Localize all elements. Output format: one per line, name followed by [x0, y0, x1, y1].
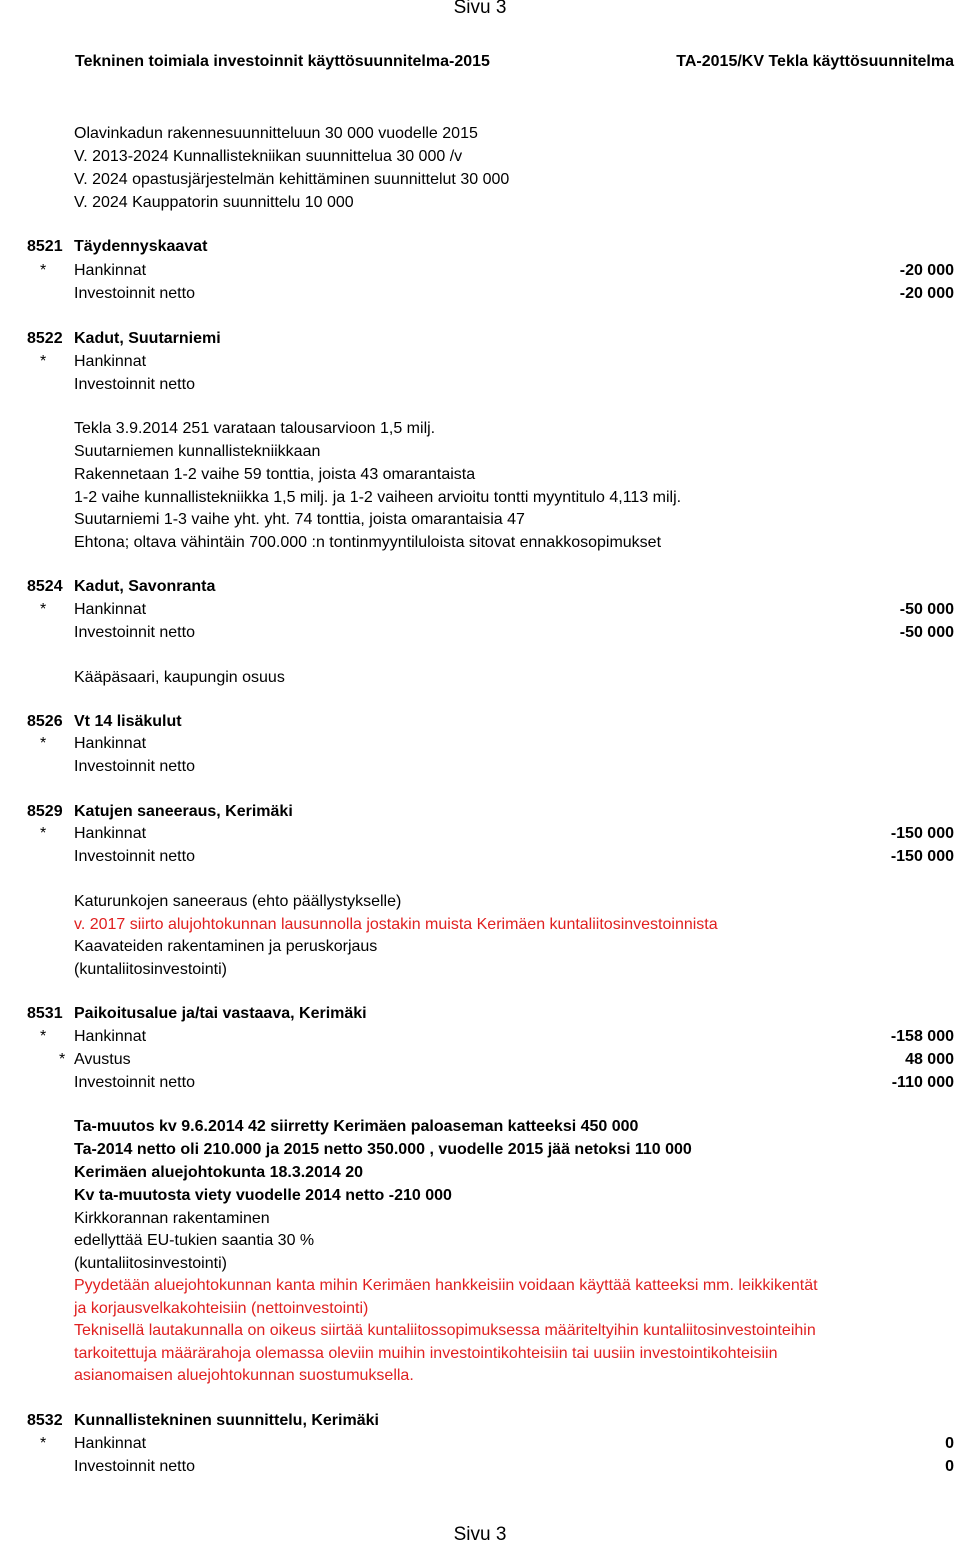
- note-line-highlight: Teknisellä lautakunnalla on oikeus siirtää kuntaliitossopimuksessa määriteltyihin kuntaliitosinvestointeihin: [74, 1322, 816, 1339]
- hankinnat-amount-8529: -150 000: [890, 825, 954, 842]
- netto-amount-8529: -150 000: [890, 848, 954, 865]
- hankinnat-label: Hankinnat: [74, 601, 147, 618]
- note-line-bold: Kv ta-muutosta viety vuodelle 2014 netto -210 000: [74, 1187, 452, 1204]
- note-line: Suutarniemen kunnallistekniikkaan: [74, 443, 321, 460]
- hankinnat-label: Hankinnat: [74, 735, 147, 752]
- row-marker: *: [40, 735, 47, 752]
- note-line-highlight: asianomaisen aluejohtokunnan suostumuksella.: [74, 1367, 414, 1384]
- section-title-8526: Vt 14 lisäkulut: [74, 713, 182, 730]
- netto-label: Investoinnit netto: [74, 848, 195, 865]
- netto-label: Investoinnit netto: [74, 1074, 195, 1091]
- note-line: Katurunkojen saneeraus (ehto päällystykselle): [74, 893, 402, 910]
- section-title-8532: Kunnallistekninen suunnittelu, Kerimäki: [74, 1412, 379, 1429]
- netto-amount-8524: -50 000: [899, 624, 954, 641]
- section-code-8521: 8521: [27, 238, 63, 255]
- note-line: Rakennetaan 1-2 vaihe 59 tonttia, joista 43 omarantaista: [74, 466, 476, 483]
- note-line-highlight: ja korjausvelkakohteisiin (nettoinvestointi): [74, 1300, 369, 1317]
- intro-line: V. 2024 Kauppatorin suunnittelu 10 000: [74, 194, 354, 211]
- page-number-bottom: Sivu 3: [453, 1524, 507, 1545]
- section-code-8524: 8524: [27, 578, 63, 595]
- netto-label: Investoinnit netto: [74, 285, 195, 302]
- hankinnat-label: Hankinnat: [74, 825, 147, 842]
- row-marker: *: [40, 262, 47, 279]
- hankinnat-label: Hankinnat: [74, 1028, 147, 1045]
- section-title-8521: Täydennyskaavat: [74, 238, 208, 255]
- note-line: Kirkkorannan rakentaminen: [74, 1210, 270, 1227]
- intro-line: V. 2013-2024 Kunnallistekniikan suunnittelua 30 000 /v: [74, 148, 463, 165]
- page-number-top: Sivu 3: [453, 0, 507, 18]
- avustus-amount-8531: 48 000: [905, 1051, 954, 1068]
- section-title-8531: Paikoitusalue ja/tai vastaava, Kerimäki: [74, 1005, 367, 1022]
- note-line: 1-2 vaihe kunnallistekniikka 1,5 milj. ja 1-2 vaiheen arvioitu tontti myyntitulo 4,113 milj.: [74, 489, 682, 506]
- section-code-8532: 8532: [27, 1412, 63, 1429]
- netto-label: Investoinnit netto: [74, 624, 195, 641]
- hankinnat-amount-8531: -158 000: [890, 1028, 954, 1045]
- section-code-8526: 8526: [27, 713, 63, 730]
- netto-label: Investoinnit netto: [74, 1458, 195, 1475]
- note-line: (kuntaliitosinvestointi): [74, 1255, 227, 1272]
- section-code-8531: 8531: [27, 1005, 63, 1022]
- note-line-highlight: tarkoitettuja määrärahoja olemassa oleviin muihin investointikohteisiin tai uusiin investointikohteisiin: [74, 1345, 778, 1362]
- note-line: Kaavateiden rakentaminen ja peruskorjaus: [74, 938, 378, 955]
- note-line: Suutarniemi 1-3 vaihe yht. yht. 74 tonttia, joista omarantaisia 47: [74, 511, 525, 528]
- section-title-8524: Kadut, Savonranta: [74, 578, 216, 595]
- note-line: Kääpäsaari, kaupungin osuus: [74, 669, 285, 686]
- netto-label: Investoinnit netto: [74, 758, 195, 775]
- header-document-id: TA-2015/KV Tekla käyttösuunnitelma: [676, 53, 954, 70]
- intro-line: V. 2024 opastusjärjestelmän kehittäminen suunnittelut 30 000: [74, 171, 510, 188]
- hankinnat-amount-8532: 0: [945, 1435, 954, 1452]
- row-marker: *: [40, 1435, 47, 1452]
- intro-line: Olavinkadun rakennesuunnitteluun 30 000 vuodelle 2015: [74, 125, 478, 142]
- hankinnat-label: Hankinnat: [74, 353, 147, 370]
- note-line-highlight: v. 2017 siirto alujohtokunnan lausunnolla jostakin muista Kerimäen kuntaliitosinvestoinnista: [74, 916, 718, 933]
- row-marker: *: [40, 353, 47, 370]
- note-line: Tekla 3.9.2014 251 varataan talousarvioon 1,5 milj.: [74, 420, 436, 437]
- note-line: Ehtona; oltava vähintäin 700.000 :n tontinmyyntiluloista sitovat ennakkosopimukset: [74, 534, 662, 551]
- hankinnat-amount-8521: -20 000: [899, 262, 954, 279]
- note-line-bold: Kerimäen aluejohtokunta 18.3.2014 20: [74, 1164, 364, 1181]
- hankinnat-label: Hankinnat: [74, 1435, 147, 1452]
- note-line-bold: Ta-2014 netto oli 210.000 ja 2015 netto 350.000 , vuodelle 2015 jää netoksi 110 000: [74, 1141, 692, 1158]
- avustus-label: Avustus: [74, 1051, 131, 1068]
- section-title-8529: Katujen saneeraus, Kerimäki: [74, 803, 293, 820]
- netto-amount-8531: -110 000: [891, 1074, 954, 1091]
- note-line: (kuntaliitosinvestointi): [74, 961, 227, 978]
- netto-label: Investoinnit netto: [74, 376, 195, 393]
- hankinnat-amount-8524: -50 000: [899, 601, 954, 618]
- netto-amount-8521: -20 000: [899, 285, 954, 302]
- row-marker: *: [40, 601, 47, 618]
- note-line-bold: Ta-muutos kv 9.6.2014 42 siirretty Kerimäen paloaseman katteeksi 450 000: [74, 1118, 639, 1135]
- hankinnat-label: Hankinnat: [74, 262, 147, 279]
- note-line: edellyttää EU-tukien saantia 30 %: [74, 1232, 315, 1249]
- netto-amount-8532: 0: [945, 1458, 954, 1475]
- header-title: Tekninen toimiala investoinnit käyttösuunnitelma-2015: [75, 53, 490, 70]
- row-marker: *: [59, 1051, 66, 1068]
- row-marker: *: [40, 825, 47, 842]
- section-code-8522: 8522: [27, 330, 63, 347]
- row-marker: *: [40, 1028, 47, 1045]
- section-title-8522: Kadut, Suutarniemi: [74, 330, 221, 347]
- note-line-highlight: Pyydetään aluejohtokunnan kanta mihin Kerimäen hankkeisiin voidaan käyttää katteeksi mm. leikkikentät: [74, 1277, 818, 1294]
- section-code-8529: 8529: [27, 803, 63, 820]
